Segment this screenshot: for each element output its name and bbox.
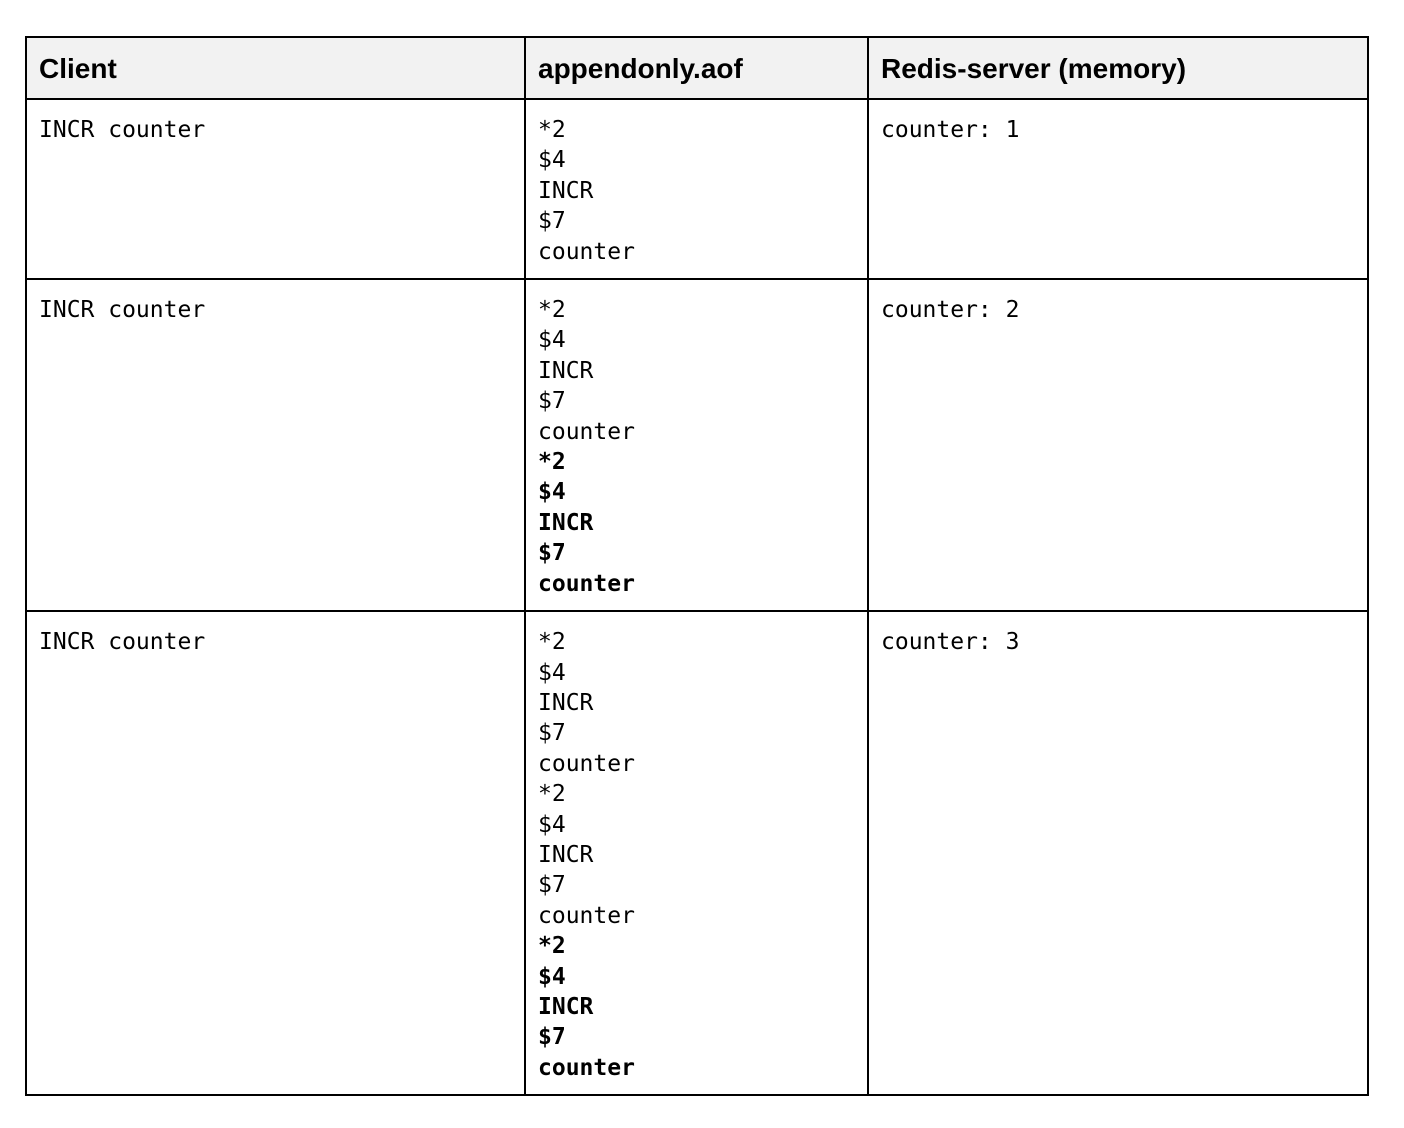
aof-line: *2 <box>538 781 566 808</box>
aof-line-appended: $7 <box>538 1024 566 1051</box>
aof-line-appended: counter <box>538 1054 635 1081</box>
aof-line: INCR <box>538 689 594 716</box>
aof-line: counter <box>538 238 635 265</box>
aof-line: *2 <box>538 297 566 324</box>
aof-line-appended: INCR <box>538 509 594 536</box>
aof-line-appended: counter <box>538 570 635 597</box>
aof-line: $4 <box>538 811 566 838</box>
header-aof: appendonly.aof <box>525 37 868 99</box>
aof-line: counter <box>538 418 635 445</box>
table-row <box>26 279 1368 611</box>
aof-line: $4 <box>538 327 566 354</box>
table-row <box>26 99 1368 279</box>
header-client: Client <box>26 37 525 99</box>
header-row <box>26 37 1368 99</box>
server-memory-value: counter: 3 <box>868 611 1368 1095</box>
aof-line: $7 <box>538 208 566 235</box>
aof-line-appended: INCR <box>538 993 594 1020</box>
aof-line: INCR <box>538 177 594 204</box>
aof-line: *2 <box>538 629 566 656</box>
aof-line: counter <box>538 902 635 929</box>
table-body <box>26 99 1368 1095</box>
aof-contents <box>525 611 868 1095</box>
client-command: INCR counter <box>26 279 525 611</box>
aof-line: $7 <box>538 720 566 747</box>
aof-line-appended: *2 <box>538 933 566 960</box>
table-row <box>26 611 1368 1095</box>
client-command: INCR counter <box>26 611 525 1095</box>
aof-line-appended: $4 <box>538 479 566 506</box>
aof-line: $7 <box>538 872 566 899</box>
client-command: INCR counter <box>26 99 525 279</box>
aof-contents <box>525 279 868 611</box>
aof-line-appended: $7 <box>538 540 566 567</box>
aof-line: INCR <box>538 357 594 384</box>
aof-line: counter <box>538 750 635 777</box>
aof-line: $4 <box>538 147 566 174</box>
aof-line: *2 <box>538 117 566 143</box>
aof-line: $7 <box>538 388 566 415</box>
header-server: Redis-server (memory) <box>868 37 1368 99</box>
aof-line: $4 <box>538 659 566 686</box>
aof-line-appended: $4 <box>538 963 566 990</box>
server-memory-value: counter: 2 <box>868 279 1368 611</box>
server-memory-value: counter: 1 <box>868 99 1368 279</box>
aof-contents <box>525 99 868 279</box>
aof-line: INCR <box>538 841 594 868</box>
aof-line-appended: *2 <box>538 449 566 476</box>
aof-table <box>25 36 1369 1096</box>
